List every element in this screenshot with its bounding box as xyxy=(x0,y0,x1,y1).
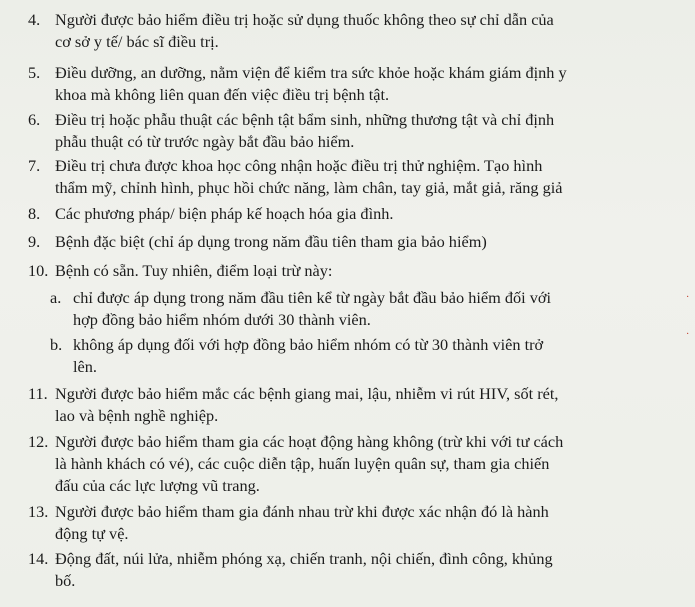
item-text-line: Bệnh đặc biệt (chỉ áp dụng trong năm đầu tiên tham gia bảo hiểm) xyxy=(55,232,487,251)
item-text-line: bố. xyxy=(55,571,76,590)
item-text-line: Bệnh có sẵn. Tuy nhiên, điểm loại trừ này: xyxy=(55,261,333,280)
subitem-label: a. xyxy=(50,288,62,307)
subitem-text-line: hợp đồng bảo hiểm nhóm dưới 30 thành viên. xyxy=(73,310,371,329)
item-text-line: Động đất, núi lửa, nhiễm phóng xạ, chiến tranh, nội chiến, đình công, khủng xyxy=(55,549,553,568)
item-text-line: là hành khách có vé), các cuộc diễn tập, huấn luyện quân sự, tham gia chiến xyxy=(55,454,550,473)
subitem-text-line: lên. xyxy=(73,357,97,376)
item-number: 6. xyxy=(28,110,41,129)
item-text-line: Các phương pháp/ biện pháp kế hoạch hóa gia đình. xyxy=(55,204,394,223)
item-text-line: Người được bảo hiểm mắc các bệnh giang mai, lậu, nhiễm vi rút HIV, sốt rét, xyxy=(55,384,559,403)
item-text-line: thẩm mỹ, chỉnh hình, phục hồi chức năng, làm chân, tay giả, mắt giả, răng giả xyxy=(55,178,563,197)
item-number: 8. xyxy=(28,204,41,223)
item-text-line: Điều dưỡng, an dưỡng, nằm viện để kiểm tra sức khỏe hoặc khám giám định y xyxy=(55,63,567,82)
item-text-line: cơ sở y tế/ bác sĩ điều trị. xyxy=(55,32,219,51)
item-text-line: Người được bảo hiểm tham gia các hoạt động hàng không (trừ khi với tư cách xyxy=(55,432,564,451)
item-number: 9. xyxy=(28,232,41,251)
subitem-text-line: không áp dụng đối với hợp đồng bảo hiểm nhóm có từ 30 thành viên trở xyxy=(73,335,544,354)
subitem-label: b. xyxy=(50,335,63,354)
item-text-line: Người được bảo hiểm tham gia đánh nhau trừ khi được xác nhận đó là hành xyxy=(55,502,549,521)
item-number: 12. xyxy=(28,432,49,451)
item-number: 13. xyxy=(28,502,49,521)
item-number: 14. xyxy=(28,549,49,568)
item-text-line: Điều trị chưa được khoa học công nhận hoặc điều trị thử nghiệm. Tạo hình xyxy=(55,156,543,175)
item-number: 10. xyxy=(28,261,49,280)
item-number: 4. xyxy=(28,10,41,29)
item-text-line: Người được bảo hiểm điều trị hoặc sử dụng thuốc không theo sự chỉ dẫn của xyxy=(55,10,554,29)
subitem-text-line: chỉ được áp dụng trong năm đầu tiên kể từ ngày bắt đầu bảo hiểm đối với xyxy=(73,288,551,307)
item-text-line: phẫu thuật có từ trước ngày bắt đầu bảo hiểm. xyxy=(55,132,355,151)
top-cropped-line xyxy=(0,0,695,6)
item-text-line: đấu của các lực lượng vũ trang. xyxy=(55,476,260,495)
margin-mark: · xyxy=(686,329,690,340)
item-number: 7. xyxy=(28,156,41,175)
item-number: 5. xyxy=(28,63,41,82)
item-number: 11. xyxy=(28,384,48,403)
item-text-line: Điều trị hoặc phẫu thuật các bệnh tật bẩm sinh, những thương tật và chỉ định xyxy=(55,110,555,129)
item-text-line: lao và bệnh nghề nghiệp. xyxy=(55,406,219,425)
margin-mark: · xyxy=(686,292,690,303)
item-text-line: động tự vệ. xyxy=(55,524,129,543)
item-text-line: khoa mà không liên quan đến việc điều trị bệnh tật. xyxy=(55,85,390,104)
